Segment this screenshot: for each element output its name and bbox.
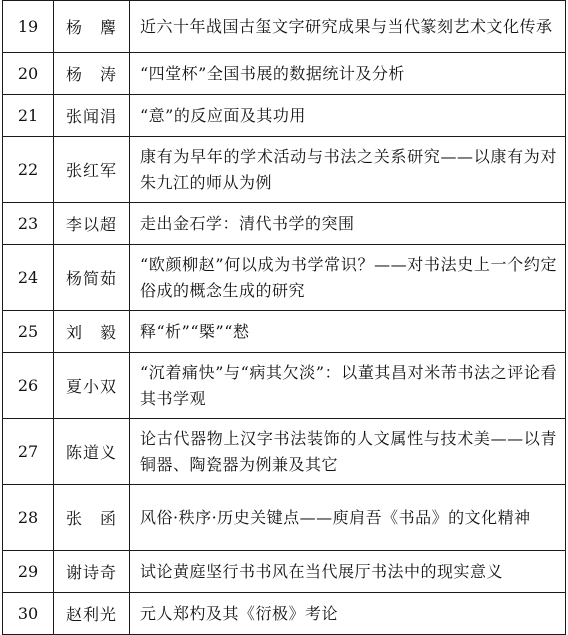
paper-title: “意”的反应面及其功用 bbox=[130, 95, 566, 137]
paper-title: “四堂杯”全国书展的数据统计及分析 bbox=[130, 53, 566, 95]
paper-title: “欧颜柳赵”何以成为书学常识？——对书法史上一个约定俗成的概念生成的研究 bbox=[130, 245, 566, 311]
author-name: 张 函 bbox=[54, 485, 130, 551]
paper-title: 近六十年战国古玺文字研究成果与当代篆刻艺术文化传承 bbox=[130, 1, 566, 53]
table-row bbox=[3, 245, 566, 311]
table-row bbox=[3, 95, 566, 137]
table-row bbox=[3, 593, 566, 635]
author-name: 夏小双 bbox=[54, 353, 130, 419]
row-number: 30 bbox=[3, 593, 54, 635]
author-name: 张红军 bbox=[54, 137, 130, 203]
row-number: 27 bbox=[3, 419, 54, 485]
author-name: 杨 涛 bbox=[54, 53, 130, 95]
author-name: 李以超 bbox=[54, 203, 130, 245]
author-name: 杨 麐 bbox=[54, 1, 130, 53]
paper-title: 试论黄庭坚行书书风在当代展厅书法中的现实意义 bbox=[130, 551, 566, 593]
author-name: 赵利光 bbox=[54, 593, 130, 635]
paper-title: 论古代器物上汉字书法装饰的人文属性与技术美——以青铜器、陶瓷器为例兼及其它 bbox=[130, 419, 566, 485]
row-number: 24 bbox=[3, 245, 54, 311]
paper-title: 走出金石学：清代书学的突围 bbox=[130, 203, 566, 245]
row-number: 20 bbox=[3, 53, 54, 95]
author-name: 张闻涓 bbox=[54, 95, 130, 137]
table-row bbox=[3, 1, 566, 53]
row-number: 25 bbox=[3, 311, 54, 353]
table-row bbox=[3, 311, 566, 353]
table-row bbox=[3, 353, 566, 419]
author-name: 谢诗奇 bbox=[54, 551, 130, 593]
table-row bbox=[3, 551, 566, 593]
row-number: 22 bbox=[3, 137, 54, 203]
row-number: 29 bbox=[3, 551, 54, 593]
table-row bbox=[3, 419, 566, 485]
paper-list-body bbox=[3, 1, 566, 635]
row-number: 28 bbox=[3, 485, 54, 551]
table-row bbox=[3, 485, 566, 551]
row-number: 26 bbox=[3, 353, 54, 419]
paper-title: “沉着痛快”与“病其欠淡”：以董其昌对米芾书法之评论看其书学观 bbox=[130, 353, 566, 419]
paper-list-table bbox=[2, 0, 566, 635]
paper-title: 康有为早年的学术活动与书法之关系研究——以康有为对朱九江的师从为例 bbox=[130, 137, 566, 203]
author-name: 陈道义 bbox=[54, 419, 130, 485]
row-number: 19 bbox=[3, 1, 54, 53]
author-name: 刘 毅 bbox=[54, 311, 130, 353]
author-name: 杨简茹 bbox=[54, 245, 130, 311]
row-number: 23 bbox=[3, 203, 54, 245]
row-number: 21 bbox=[3, 95, 54, 137]
table-row bbox=[3, 203, 566, 245]
paper-title: 释“析”“槩”“慭 bbox=[130, 311, 566, 353]
paper-title: 风俗·秩序·历史关键点——庾肩吾《书品》的文化精神 bbox=[130, 485, 566, 551]
paper-title: 元人郑杓及其《衍极》考论 bbox=[130, 593, 566, 635]
table-row bbox=[3, 53, 566, 95]
table-row bbox=[3, 137, 566, 203]
